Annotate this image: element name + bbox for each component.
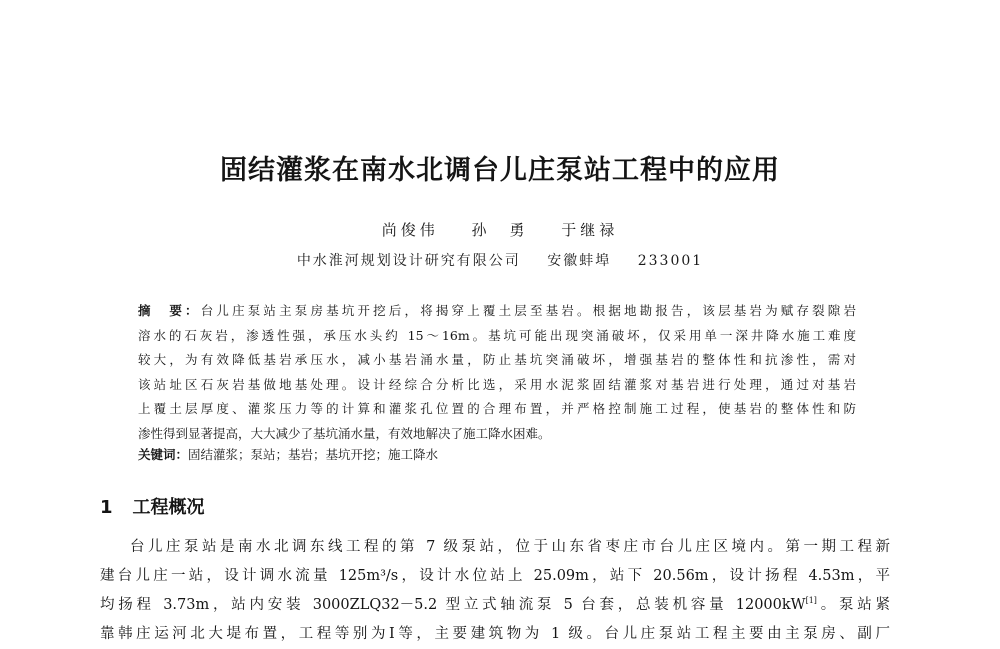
- body-text-segment: 。泵站紧: [816, 597, 891, 613]
- abstract: [138, 299, 856, 447]
- section-number: 1: [100, 497, 113, 518]
- abstract-line: 该站址区石灰岩基做地基处理。设计经综合分析比选，采用水泥浆固结灌浆对基岩进行处理，通过对基岩: [138, 376, 856, 392]
- body-line: [100, 591, 890, 620]
- body-text-segment: 均扬程 3.73m，站内安装 3000ZLQ32－5.2 型立式轴流泵 5 台套，总装机容量 12000kW: [100, 597, 806, 613]
- paper-title: 固结灌浆在南水北调台儿庄泵站工程中的应用: [220, 155, 780, 186]
- section-title: 工程概况: [132, 497, 205, 518]
- abstract-label: 摘 要：: [138, 303, 201, 318]
- abstract-line: 较大，为有效降低基岩承压水，减小基岩涌水量，防止基坑突涌破坏，增强基岩的整体性和抗渗性，需对: [138, 352, 856, 368]
- author-name: 孙 勇: [471, 221, 529, 239]
- section-heading: [100, 493, 205, 519]
- affiliation-org: 中水淮河规划设计研究有限公司: [296, 253, 521, 269]
- keywords-text: 固结灌浆；泵站；基岩；基坑开挖；施工降水: [188, 447, 439, 462]
- abstract-line: 渗性得到显著提高，大大减少了基坑涌水量，有效地解决了施工降水困难。: [138, 425, 551, 441]
- abstract-line: [138, 299, 856, 324]
- author-name: 尚俊伟: [381, 221, 439, 239]
- citation-ref: [1]: [805, 596, 817, 606]
- abstract-line: 溶水的石灰岩，渗透性强，承压水头约 15～16m。基坑可能出现突涌破坏，仅采用单一深井降水施工难度: [138, 327, 856, 343]
- abstract-line: 上覆土层厚度、灌浆压力等的计算和灌浆孔位置的合理布置，并严格控制施工过程，使基岩的整体性和防: [138, 401, 856, 417]
- body-line: 台儿庄泵站是南水北调东线工程的第 7 级泵站，位于山东省枣庄市台儿庄区境内。第一期工程新: [130, 539, 890, 555]
- affiliation-place: 安徽蚌埠: [547, 253, 612, 269]
- author-name: 于继禄: [561, 221, 619, 239]
- keywords: [138, 445, 856, 463]
- body-line: 靠韩庄运河北大堤布置，工程等别为Ⅰ等，主要建筑物为 1 级。台儿庄泵站工程主要由主泵房、副厂: [100, 626, 890, 642]
- abstract-text: 台儿庄泵站主泵房基坑开挖后，将揭穿上覆土层至基岩。根据地勘报告，该层基岩为赋存裂隙岩: [200, 303, 856, 318]
- affiliation: [0, 250, 1000, 270]
- body-line: 建台儿庄一站，设计调水流量 125m³/s，设计水位站上 25.09m，站下 20.56m，设计扬程 4.53m，平: [100, 568, 890, 584]
- keywords-label: 关键词：: [138, 447, 189, 462]
- author-list: [0, 219, 1000, 240]
- affiliation-postcode: 233001: [637, 253, 704, 269]
